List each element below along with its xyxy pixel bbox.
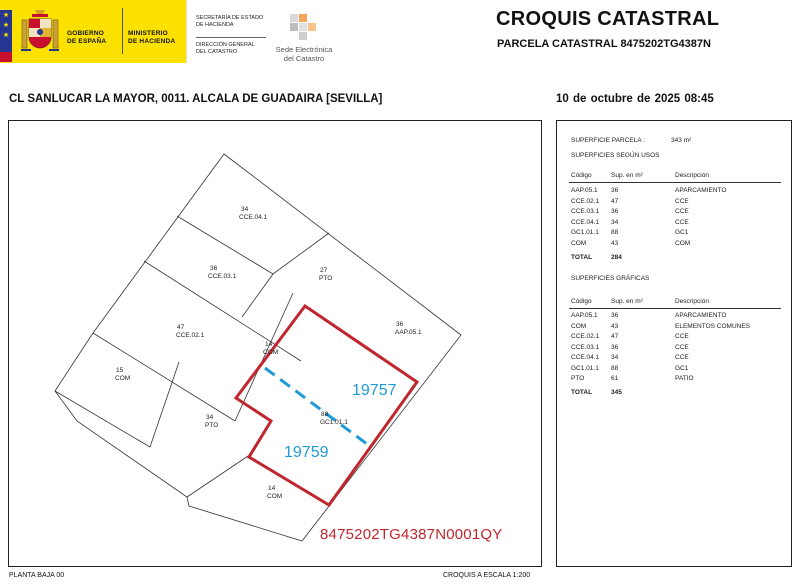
svg-text:36: 36 bbox=[210, 265, 218, 272]
plot-label bbox=[208, 265, 237, 280]
plot-label bbox=[320, 411, 348, 426]
column-header-code: Código bbox=[571, 298, 592, 305]
surface-summary-panel: SUPERFICIE PARCELA : 343 m² SUPERFICIES SEGÚN USOS Código Sup. en m² Descripción AAP.05.1 36 APARCAMIENTO CCE.02.1 47 CCE CCE.03.1 36 CCE CCE.04.1 34 CCE GC1.01.1 88 GC1 COM 43 COM TOTAL 284 SUPERFICIES GRÁFICAS Código Sup. en m² Descripción AAP.05.1 36 APARCAMIENTO COM 43 ELEMENTOS COMUNES CCE.02.1 47 CCE CCE.03.1 36 CCE CCE.04.1 34 CCE GC1.01.1 88 GC1 PTO 61 PATIO TOTAL 345 bbox=[556, 120, 792, 567]
svg-text:PTO: PTO bbox=[205, 422, 219, 429]
floor-label: PLANTA BAJA 00 bbox=[9, 572, 65, 579]
svg-text:36: 36 bbox=[396, 321, 404, 328]
government-label: GOBIERNO DE ESPAÑA bbox=[67, 30, 107, 45]
annotation-number-a: 19757 bbox=[352, 382, 397, 399]
property-address: CL SANLUCAR LA MAYOR, 0011. ALCALA DE GUADAIRA [SEVILLA] bbox=[9, 93, 383, 105]
parcel-area-value: 343 m² bbox=[671, 137, 692, 144]
document-title: CROQUIS CATASTRAL bbox=[496, 8, 720, 30]
svg-text:27: 27 bbox=[320, 267, 328, 274]
secretariat-label: SECRETARÍA DE ESTADO DE HACIENDA bbox=[196, 15, 264, 28]
column-header-description: Descripción bbox=[675, 298, 709, 305]
svg-text:COM: COM bbox=[267, 493, 283, 500]
plot-boundary bbox=[242, 274, 273, 317]
plot-label bbox=[395, 321, 422, 336]
cadastral-reference-annotation: 8475202TG4387N0001QY bbox=[320, 526, 503, 543]
plot-label bbox=[176, 324, 205, 339]
uses-section-title: SUPERFICIES SEGÚN USOS bbox=[571, 152, 660, 159]
svg-text:88: 88 bbox=[321, 411, 329, 418]
sede-electronica-label: Sede Electrónica del Catastro bbox=[275, 45, 333, 63]
selected-parcel-outline bbox=[236, 306, 417, 505]
issue-date: 10 de octubre de 2025 08:45 bbox=[556, 93, 714, 105]
parcel-area-label: SUPERFICIE PARCELA : bbox=[571, 137, 645, 144]
graphic-section-title: SUPERFICIES GRÁFICAS bbox=[571, 275, 650, 282]
sede-electronica-logo-icon bbox=[286, 12, 320, 42]
column-header-code: Código bbox=[571, 172, 592, 179]
svg-text:CCE.02.1: CCE.02.1 bbox=[176, 332, 205, 339]
svg-text:GC1.01.1: GC1.01.1 bbox=[320, 419, 348, 426]
column-header-area: Sup. en m² bbox=[611, 172, 643, 179]
column-header-area: Sup. en m² bbox=[611, 298, 643, 305]
annotation-divider bbox=[265, 368, 371, 447]
eu-flag-icon: ★ ★ ★ bbox=[0, 10, 12, 62]
svg-text:PTO: PTO bbox=[319, 275, 333, 282]
cadastral-sketch bbox=[9, 121, 542, 567]
svg-text:34: 34 bbox=[206, 414, 214, 421]
plot-label bbox=[267, 485, 282, 500]
directorate-label: DIRECCIÓN GENERAL DEL CATASTRO bbox=[196, 42, 255, 55]
svg-text:AAP.05.1: AAP.05.1 bbox=[395, 329, 422, 336]
svg-text:14: 14 bbox=[265, 341, 273, 348]
scale-label: CROQUIS A ESCALA 1:200 bbox=[443, 572, 531, 579]
ministry-label: MINISTERIO DE HACIENDA bbox=[128, 30, 176, 45]
svg-text:CCE.03.1: CCE.03.1 bbox=[208, 273, 237, 280]
parcel-reference-subtitle: PARCELA CATASTRAL 8475202TG4387N bbox=[497, 38, 711, 50]
svg-text:14: 14 bbox=[268, 485, 276, 492]
cadastral-sketch-panel bbox=[8, 120, 542, 567]
svg-text:47: 47 bbox=[177, 324, 185, 331]
plot-label bbox=[319, 267, 332, 282]
svg-text:COM: COM bbox=[263, 349, 279, 356]
plot-boundary bbox=[187, 454, 251, 497]
column-header-description: Descripción bbox=[675, 172, 709, 179]
svg-text:15: 15 bbox=[116, 367, 124, 374]
plot-boundary bbox=[177, 216, 329, 274]
svg-text:CCE.04.1: CCE.04.1 bbox=[239, 214, 268, 221]
svg-text:COM: COM bbox=[115, 375, 131, 382]
plot-label bbox=[205, 414, 218, 429]
plot-label bbox=[239, 206, 268, 221]
coat-of-arms-icon bbox=[20, 8, 60, 58]
plot-label bbox=[115, 367, 130, 382]
annotation-number-b: 19759 bbox=[284, 444, 329, 461]
svg-text:34: 34 bbox=[241, 206, 249, 213]
